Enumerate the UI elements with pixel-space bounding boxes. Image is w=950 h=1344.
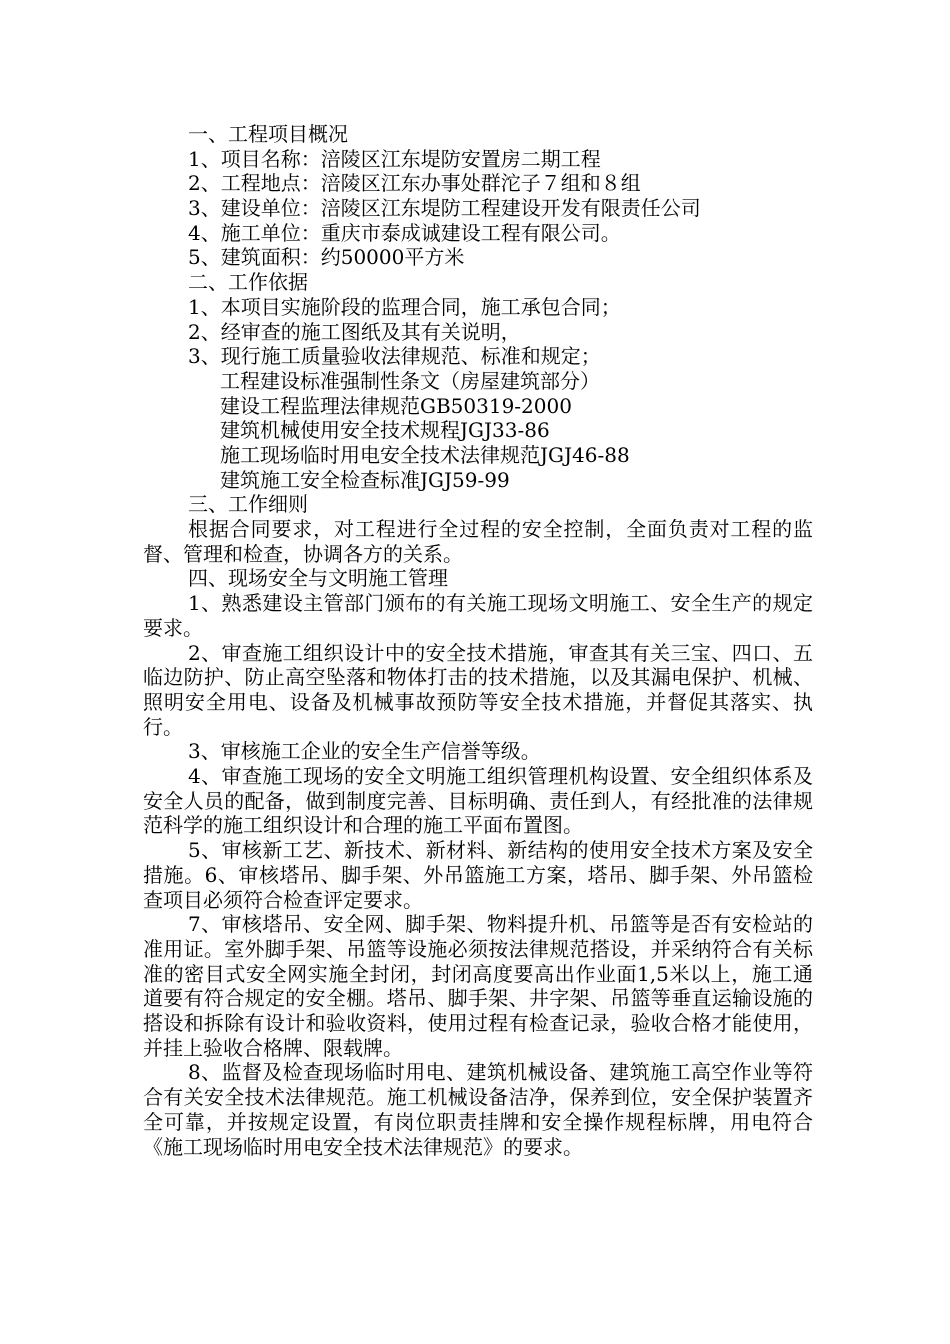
- list-item: 5、建筑面积：约50000平方米: [188, 245, 465, 270]
- list-item: 1、项目名称：涪陵区江东堤防安置房二期工程: [188, 146, 601, 171]
- list-item: 3、现行施工质量验收法律规范、标准和规定；: [188, 344, 601, 369]
- list-item: 3、建设单位：涪陵区江东堤防工程建设开发有限责任公司: [188, 196, 701, 221]
- paragraph: 根据合同要求，对工程进行全过程的安全控制，全面负责对工程的监督、管理和检查，协调各方的关系。: [143, 517, 813, 566]
- paragraph: 2、审查施工组织设计中的安全技术措施，审查其有关三宝、四口、五临边防护、防止高空坠落和物体打击的技术措施，以及其漏电保护、机械、照明安全用电、设备及机械事故预防等安全技术措施，并督促其落实、执行。: [143, 640, 813, 739]
- standard-item: 工程建设标准强制性条文（房屋建筑部分）: [220, 368, 600, 393]
- standard-item: 建筑机械使用安全技术规程JGJ33-86: [220, 418, 550, 443]
- standard-item: 建筑施工安全检查标准JGJ59-99: [220, 467, 510, 492]
- list-item: 2、工程地点：涪陵区江东办事处群沱子７组和８组: [188, 171, 641, 196]
- standard-item: 建设工程监理法律规范GB50319-2000: [220, 393, 572, 418]
- standard-item: 施工现场临时用电安全技术法律规范JGJ46-88: [220, 442, 630, 467]
- paragraph: 3、审核施工企业的安全生产信誉等级。: [188, 739, 541, 764]
- paragraph: 4、审查施工现场的安全文明施工组织管理机构设置、安全组织体系及安全人员的配备，做到制度完善、目标明确、责任到人，有经批准的法律规范科学的施工组织设计和合理的施工平面布置图。: [143, 764, 813, 838]
- paragraph: 7、审核塔吊、安全网、脚手架、物料提升机、吊篮等是否有安检站的准用证。室外脚手架、吊篮等设施必须按法律规范搭设，并采纳符合有关标准的密目式安全网实施全封闭，封闭高度要高出作业面1,5米以上，施工通道要有符合规定的安全棚。塔吊、脚手架、井字架、吊篮等垂直运输设施的搭设和拆除有设计和验收资料，使用过程有检查记录，验收合格才能使用，并挂上验收合格牌、限载牌。: [143, 912, 813, 1060]
- list-item: 2、经审查的施工图纸及其有关说明，: [188, 319, 521, 344]
- section-heading: 四、现场安全与文明施工管理: [188, 566, 448, 591]
- paragraph: 8、监督及检查现场临时用电、建筑机械设备、建筑施工高空作业等符合有关安全技术法律规范。施工机械设备洁净，保养到位，安全保护装置齐全可靠，并按规定设置，有岗位职责挂牌和安全操作规程标牌，用电符合《施工现场临时用电安全技术法律规范》的要求。: [143, 1060, 813, 1159]
- document-page: [143, 122, 813, 1159]
- section-heading: 三、工作细则: [188, 492, 308, 517]
- list-item: 4、施工单位：重庆市泰成诚建设工程有限公司。: [188, 220, 621, 245]
- paragraph: 1、熟悉建设主管部门颁布的有关施工现场文明施工、安全生产的规定要求。: [143, 591, 813, 640]
- paragraph: 5、审核新工艺、新技术、新材料、新结构的使用安全技术方案及安全措施。6、审核塔吊、脚手架、外吊篮施工方案，塔吊、脚手架、外吊篮检查项目必须符合检查评定要求。: [143, 838, 813, 912]
- list-item: 1、本项目实施阶段的监理合同，施工承包合同；: [188, 294, 621, 319]
- section-heading: 一、工程项目概况: [188, 122, 348, 146]
- section-heading: 二、工作依据: [188, 270, 308, 295]
